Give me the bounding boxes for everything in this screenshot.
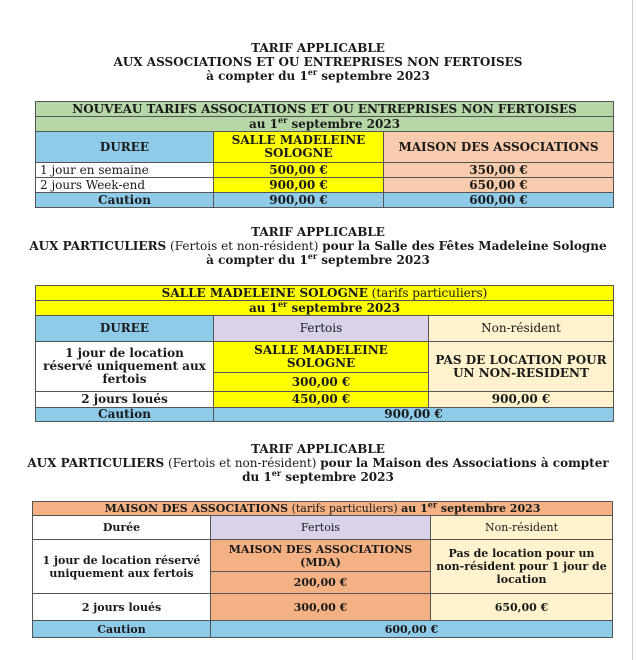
- caution-label: Caution: [36, 193, 214, 208]
- caution-value: 600,00 €: [211, 621, 613, 638]
- date-text: du 1: [242, 470, 272, 484]
- table-row: [33, 594, 613, 621]
- table-subtitle: [36, 301, 614, 316]
- col-header-nonres: Non-résident: [431, 516, 613, 540]
- col-header-salle: SALLE MADELEINE SOLOGNE: [214, 132, 384, 163]
- fertois-price: 300,00 €: [214, 373, 429, 392]
- caution-row: [33, 621, 613, 638]
- caution-label: Caution: [33, 621, 211, 638]
- price-maison: 350,00 €: [384, 163, 614, 178]
- col-header-duree: DUREE: [36, 132, 214, 163]
- row-label: 2 jours loués: [36, 392, 214, 408]
- title-normal: (tarifs particuliers): [288, 502, 402, 515]
- date-sup: er: [307, 67, 318, 77]
- heading-subtitle: [0, 239, 636, 253]
- caution-label: Caution: [36, 408, 214, 422]
- subtitle-bold: pour la Maison des Associations à compter: [320, 456, 609, 470]
- table-row: [36, 163, 614, 178]
- col-header-maison: MAISON DES ASSOCIATIONS: [384, 132, 614, 163]
- title-normal: (tarifs particuliers): [367, 285, 488, 300]
- col-header-fertois: Fertois: [214, 316, 429, 342]
- nonres-price: 650,00 €: [431, 594, 613, 621]
- subtitle-normal: (Fertois et non-résident): [164, 456, 321, 470]
- date-text: septembre 2023: [281, 470, 394, 484]
- title-sup: er: [427, 501, 438, 510]
- heading-title: TARIF APPLICABLE: [251, 41, 385, 55]
- subtitle-normal: (Fertois et non-résident): [166, 239, 323, 253]
- heading-particuliers-maison: [0, 442, 636, 484]
- heading-subtitle: AUX ASSOCIATIONS ET OU ENTREPRISES NON FERTOISES: [113, 55, 523, 69]
- date-sup: er: [307, 251, 318, 261]
- table-title: [33, 502, 613, 516]
- row-label: 2 jours loués: [33, 594, 211, 621]
- heading-date: [0, 253, 636, 267]
- col-header-fertois: Fertois: [211, 516, 431, 540]
- date-text: septembre 2023: [317, 69, 430, 83]
- price-salle: 900,00 €: [214, 178, 384, 193]
- title-bold: MAISON DES ASSOCIATIONS: [104, 502, 289, 515]
- title-text: septembre 2023: [437, 502, 541, 515]
- subtitle-text: au 1: [248, 300, 278, 315]
- table-maison-particuliers: [32, 501, 613, 638]
- nonres-price: 900,00 €: [429, 392, 614, 408]
- price-salle: 500,00 €: [214, 163, 384, 178]
- date-text: septembre 2023: [317, 253, 430, 267]
- caution-value: 900,00 €: [214, 408, 614, 422]
- price-maison: 650,00 €: [384, 178, 614, 193]
- date-sup: er: [271, 468, 282, 478]
- title-bold: SALLE MADELEINE SOLOGNE: [161, 285, 368, 300]
- fertois-price: 200,00 €: [211, 572, 431, 594]
- subtitle-text: septembre 2023: [287, 116, 401, 131]
- subtitle-sup: er: [277, 116, 288, 125]
- table-row: [36, 342, 614, 373]
- nonres-note: PAS DE LOCATION POUR UN NON-RESIDENT: [429, 342, 614, 392]
- fertois-price: 300,00 €: [211, 594, 431, 621]
- table-associations-tarifs: [35, 101, 614, 208]
- row-label: 2 jours Week-end: [36, 178, 214, 193]
- subtitle-bold: AUX PARTICULIERS: [27, 456, 165, 470]
- caution-row: [36, 408, 614, 422]
- heading-title: TARIF APPLICABLE: [251, 225, 385, 239]
- subtitle-text: au 1: [248, 116, 278, 131]
- col-header-duree: Durée: [33, 516, 211, 540]
- nonres-note: Pas de location pour un non-résident pour 1 jour de location: [431, 540, 613, 594]
- caution-salle: 900,00 €: [214, 193, 384, 208]
- subtitle-sup: er: [277, 300, 288, 309]
- subtitle-bold: AUX PARTICULIERS: [29, 239, 167, 253]
- fertois-price: 450,00 €: [214, 392, 429, 408]
- table-subtitle: [36, 117, 614, 132]
- row-label: 1 jour de location réservé uniquement aux fertois: [36, 342, 214, 392]
- table-title: [36, 286, 614, 301]
- row-label: 1 jour en semaine: [36, 163, 214, 178]
- caution-row: [36, 193, 614, 208]
- table-row: [33, 540, 613, 572]
- col-header-nonres: Non-résident: [429, 316, 614, 342]
- heading-date: [0, 69, 636, 83]
- row-label: 1 jour de location réservé uniquement aux fertois: [33, 540, 211, 594]
- page-edge-line: [632, 0, 633, 660]
- heading-particuliers-salle: [0, 225, 636, 267]
- caution-maison: 600,00 €: [384, 193, 614, 208]
- fertois-venue: SALLE MADELEINE SOLOGNE: [214, 342, 429, 373]
- heading-associations: [0, 41, 636, 83]
- subtitle-bold: pour la Salle des Fêtes Madeleine Sologne: [322, 239, 607, 253]
- table-title: NOUVEAU TARIFS ASSOCIATIONS ET OU ENTREPRISES NON FERTOISES: [36, 102, 614, 117]
- date-text: à compter du 1: [206, 69, 308, 83]
- subtitle-text: septembre 2023: [287, 300, 401, 315]
- title-text: au 1: [401, 502, 428, 515]
- table-salle-particuliers: [35, 285, 614, 422]
- col-header-duree: DUREE: [36, 316, 214, 342]
- heading-date: [0, 470, 636, 484]
- fertois-venue: MAISON DES ASSOCIATIONS (MDA): [211, 540, 431, 572]
- heading-title: TARIF APPLICABLE: [251, 442, 385, 456]
- heading-subtitle: [0, 456, 636, 470]
- date-text: à compter du 1: [206, 253, 308, 267]
- table-row: [36, 392, 614, 408]
- table-row: [36, 178, 614, 193]
